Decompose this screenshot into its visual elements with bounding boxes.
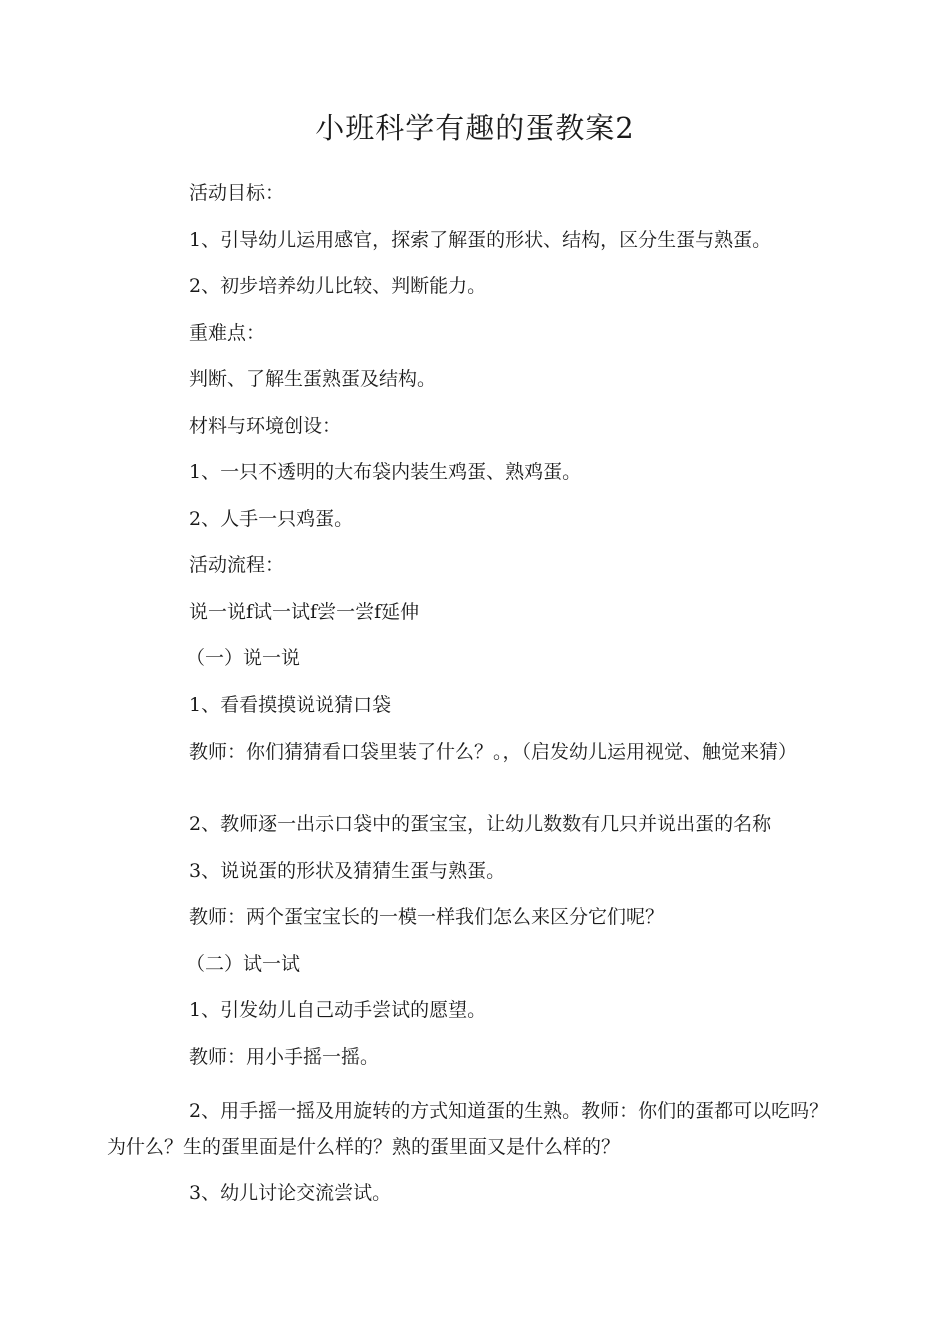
paragraph: 教师：用小手摇一摇。 (189, 1046, 380, 1068)
section-heading-process: 活动流程： (189, 554, 285, 576)
section-heading-goals: 活动目标： (189, 182, 285, 204)
paragraph: 说一说f试一试f尝一尝f延伸 (189, 601, 420, 623)
paragraph: 1、引导幼儿运用感官，探索了解蛋的形状、结构，区分生蛋与熟蛋。 (189, 229, 772, 251)
paragraph-wrapped: 2、用手摇一摇及用旋转的方式知道蛋的生熟。教师：你们的蛋都可以吃吗？为什么？生的蛋里面是什么样的？熟的蛋里面又是什么样的？ (107, 1100, 829, 1158)
paragraph: 1、看看摸摸说说猜口袋 (189, 694, 392, 716)
paragraph: 1、一只不透明的大布袋内装生鸡蛋、熟鸡蛋。 (189, 461, 582, 483)
subsection-heading: （二）试一试 (186, 953, 301, 975)
section-heading-materials: 材料与环境创设： (189, 415, 342, 437)
paragraph: 2、人手一只鸡蛋。 (189, 508, 354, 530)
paragraph-wrapped: 教师：你们猜猜看口袋里装了什么？。，（启发幼儿运用视觉、触觉来猜） (189, 741, 798, 763)
paragraph: 判断、了解生蛋熟蛋及结构。 (189, 368, 437, 390)
paragraph: 3、说说蛋的形状及猜猜生蛋与熟蛋。 (189, 860, 506, 882)
paragraph: 2、教师逐一出示口袋中的蛋宝宝，让幼儿数数有几只并说出蛋的名称 (189, 813, 772, 835)
paragraph: 2、初步培养幼儿比较、判断能力。 (189, 275, 487, 297)
paragraph: 3、幼儿讨论交流尝试。 (189, 1182, 392, 1204)
paragraph: 1、引发幼儿自己动手尝试的愿望。 (189, 999, 487, 1021)
section-heading-key-points: 重难点： (189, 322, 266, 344)
paragraph: 教师：两个蛋宝宝长的一模一样我们怎么来区分它们呢？ (189, 906, 665, 928)
subsection-heading: （一）说一说 (186, 647, 301, 669)
page-title: 小班科学有趣的蛋教案2 (315, 111, 635, 145)
